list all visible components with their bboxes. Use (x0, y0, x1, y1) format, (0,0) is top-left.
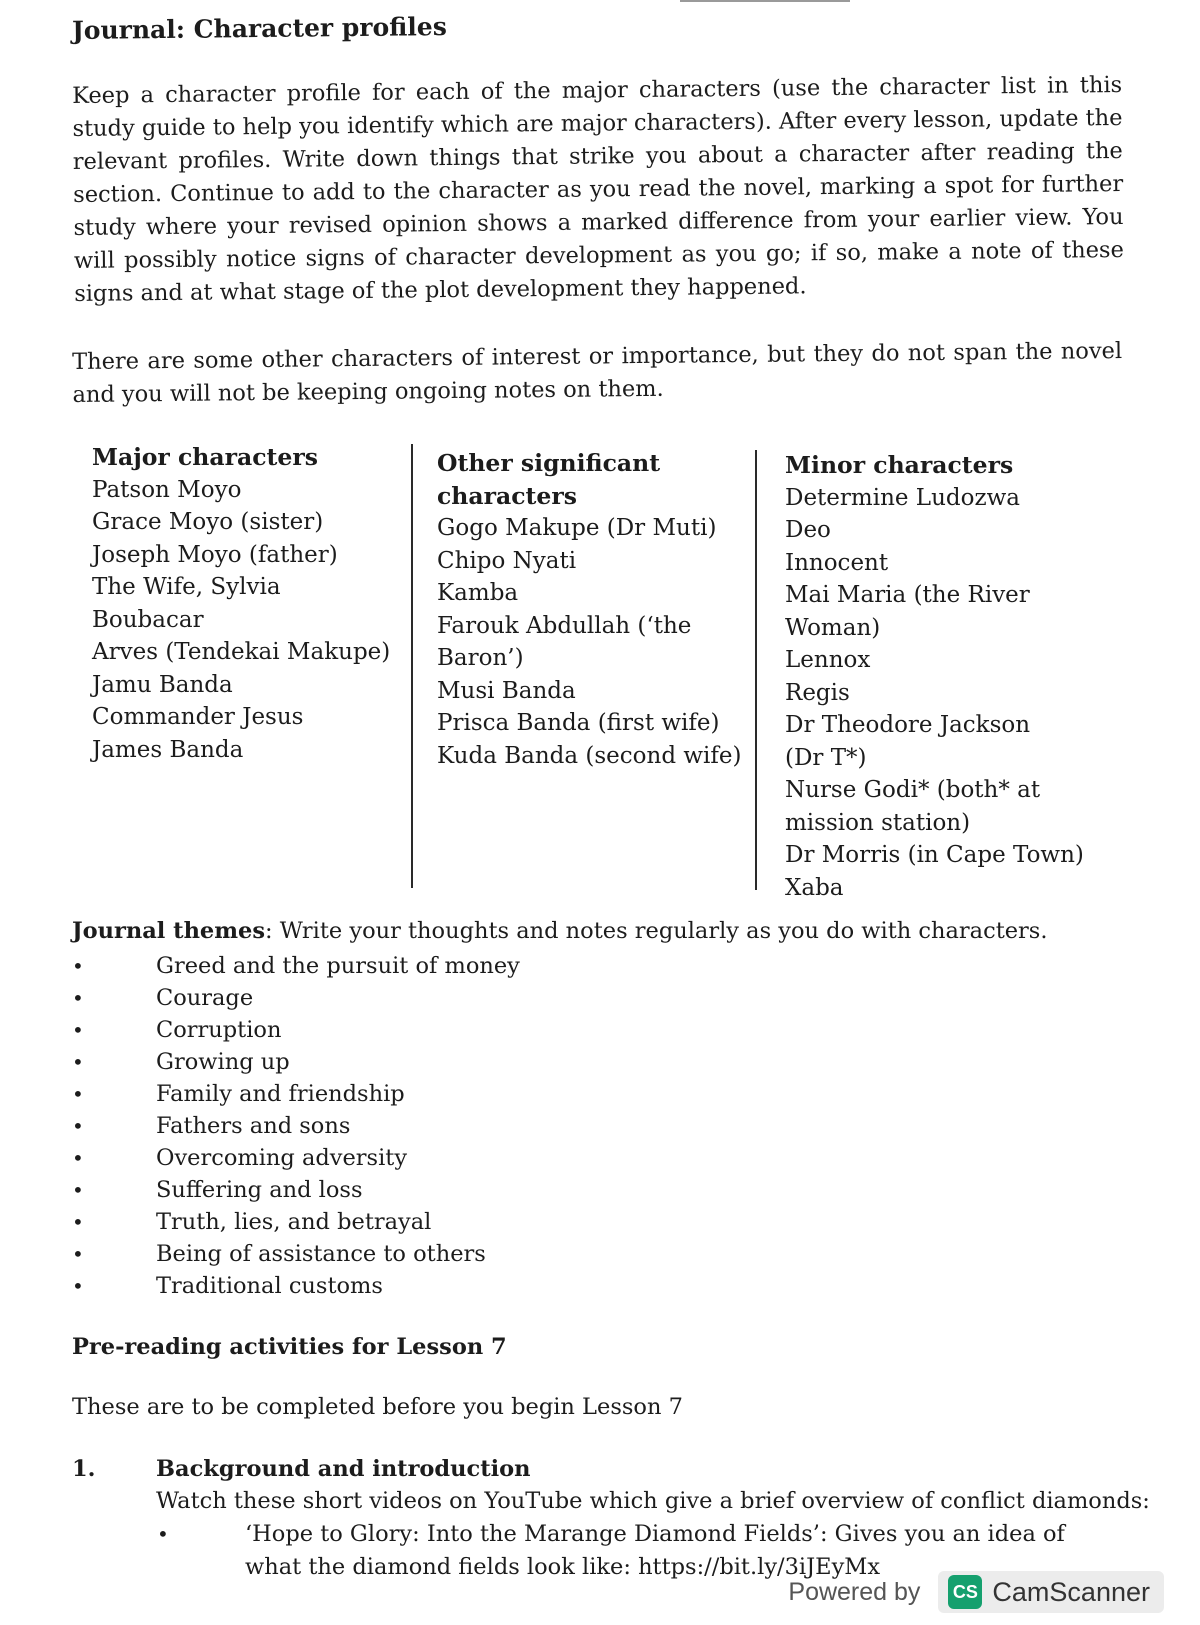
list-item: Kuda Banda (second wife) (437, 742, 742, 769)
bullet-icon: • (72, 954, 84, 978)
theme-text: Overcoming adversity (156, 1145, 408, 1171)
theme-text: Fathers and sons (156, 1113, 351, 1139)
camscanner-brand: CamScanner (992, 1576, 1150, 1607)
list-item: Baron’) (437, 645, 524, 671)
scan-edge-line (680, 0, 850, 2)
themes-intro-text: : Write your thoughts and notes regularly as you do with characters. (265, 918, 1048, 944)
other-significant-characters-column (437, 447, 757, 772)
theme-text: Traditional customs (156, 1273, 383, 1299)
bullet-icon: • (72, 1082, 84, 1106)
list-item: Regis (785, 679, 850, 706)
column-heading: characters (437, 481, 577, 510)
bullet-icon: • (72, 1210, 84, 1234)
bullet-icon: • (72, 986, 84, 1010)
bullet-icon: • (72, 1242, 84, 1266)
item-text: Watch these short videos on YouTube which give a brief overview of conflict diamonds: (156, 1488, 1150, 1514)
list-item: Woman) (785, 614, 881, 641)
item-number: 1. (72, 1456, 96, 1482)
list-item: Farouk Abdullah (‘the (437, 612, 692, 639)
page-title: Journal: Character profiles (71, 12, 447, 45)
theme-text: Being of assistance to others (156, 1241, 486, 1267)
list-item: Musi Banda (437, 677, 576, 704)
list-item: Xaba (785, 874, 844, 901)
list-item: Boubacar (92, 606, 204, 633)
list-item: Gogo Makupe (Dr Muti) (437, 515, 717, 541)
column-heading: Other significant (437, 449, 661, 477)
list-item: Arves (Tendekai Makupe) (92, 639, 391, 665)
item-heading: Background and introduction (156, 1456, 531, 1482)
other-characters-paragraph: There are some other characters of interest or importance, but they do not span the novel and you will not be keeping ongoing notes on them. (72, 338, 1123, 408)
camscanner-watermark (788, 1568, 1164, 1616)
bullet-icon: • (72, 1146, 84, 1170)
list-item: Innocent (785, 549, 889, 576)
list-item: (Dr T*) (785, 744, 867, 771)
themes-label: Journal themes (72, 918, 266, 944)
column-heading: Minor characters (785, 451, 1014, 479)
theme-text: Greed and the pursuit of money (156, 953, 520, 979)
powered-by-text: Powered by (788, 1577, 921, 1606)
list-item: Lennox (785, 647, 871, 673)
list-item: Patson Moyo (92, 476, 242, 503)
column-divider (755, 450, 757, 890)
video-link-item: ‘Hope to Glory: Into the Marange Diamond Fields’: Gives you an idea of what the diamond fields look like: https://bit.ly/3iJEyMx (245, 1521, 1065, 1580)
major-characters-column (92, 441, 412, 766)
list-item: Jamu Banda (92, 671, 233, 698)
bullet-icon: • (72, 1274, 84, 1298)
theme-text: Suffering and loss (156, 1177, 363, 1203)
theme-text: Corruption (156, 1017, 282, 1043)
list-item: Commander Jesus (92, 704, 304, 730)
list-item: Nurse Godi* (both* at (785, 777, 1041, 803)
pre-reading-intro: These are to be completed before you begin Lesson 7 (72, 1394, 683, 1420)
list-item: Chipo Nyati (437, 547, 577, 574)
list-item: Deo (785, 517, 831, 543)
list-item: Kamba (437, 580, 519, 606)
bullet-icon: • (72, 1050, 84, 1074)
theme-text: Growing up (156, 1049, 290, 1075)
theme-text: Courage (156, 985, 254, 1011)
camscanner-logo-icon: CS (948, 1575, 982, 1609)
themes-intro (72, 918, 1048, 944)
camscanner-badge (938, 1571, 1164, 1613)
list-item: Grace Moyo (sister) (92, 509, 324, 535)
list-item: Prisca Banda (first wife) (437, 710, 720, 736)
list-item: Determine Ludozwa (785, 484, 1020, 511)
intro-paragraph: Keep a character profile for each of the major characters (use the character list in this study guide to help you identify which are major characters). After every lesson, update the relevant profiles. Write down things that strike you about a character after reading the section. Continue to add to the character as you read the novel, marking a spot for further study where your revised opinion shows a marked difference from your earlier view. You will possibly notice signs of character development as you go; if so, make a note of these signs and at what stage of the plot development they happened. (72, 72, 1124, 307)
column-heading: Major characters (92, 443, 318, 471)
list-item: Mai Maria (the River (785, 582, 1030, 608)
list-item: The Wife, Sylvia (92, 574, 281, 600)
minor-characters-column (785, 449, 1085, 904)
list-item: mission station) (785, 809, 971, 836)
bullet-icon: • (72, 1018, 84, 1042)
column-divider (411, 444, 413, 888)
list-item: James Banda (92, 736, 244, 763)
list-item: Joseph Moyo (father) (92, 541, 338, 568)
list-item: Dr Theodore Jackson (785, 712, 1031, 738)
bullet-icon: • (72, 1114, 84, 1138)
theme-text: Truth, lies, and betrayal (156, 1209, 432, 1235)
bullet-icon: • (157, 1522, 169, 1546)
pre-reading-heading: Pre-reading activities for Lesson 7 (72, 1334, 507, 1360)
list-item: Dr Morris (in Cape Town) (785, 842, 1084, 868)
bullet-icon: • (72, 1178, 84, 1202)
theme-text: Family and friendship (156, 1081, 405, 1107)
